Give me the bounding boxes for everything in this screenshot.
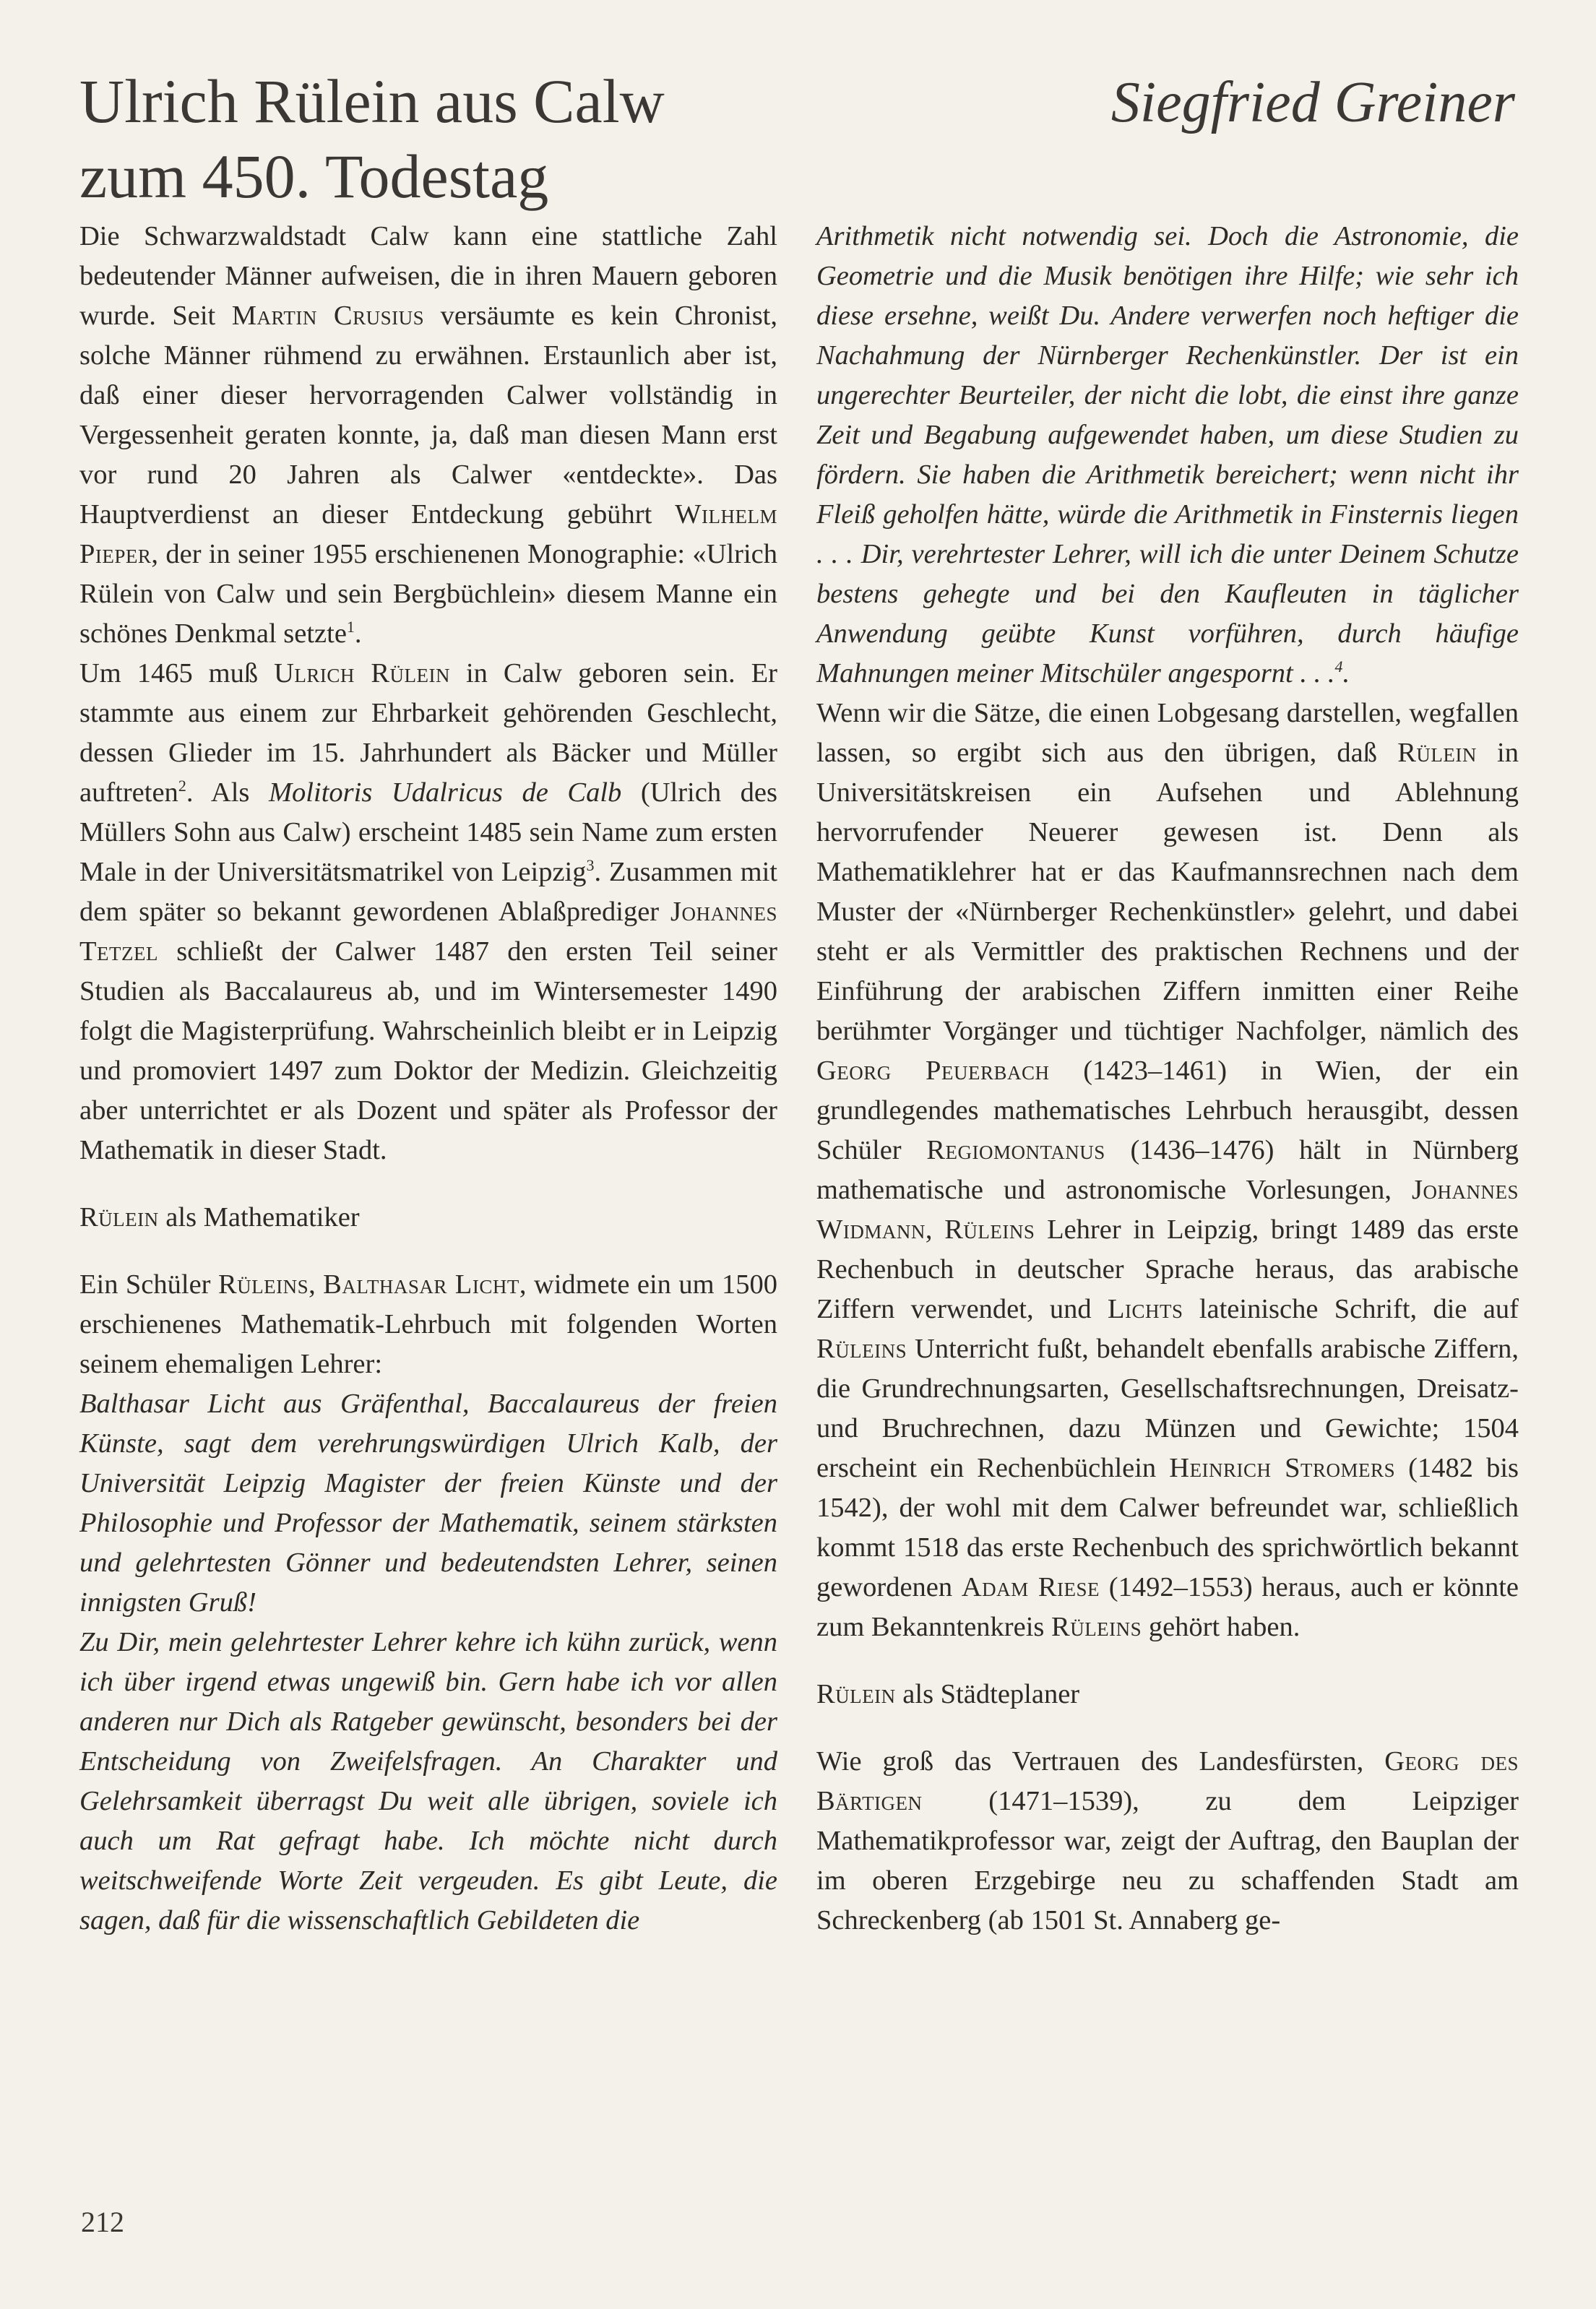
text: gehört haben. [1142,1612,1300,1642]
footnote-marker: 3 [586,856,595,875]
text: Um 1465 muß [79,658,275,689]
text: Unterricht fußt, behandelt ebenfalls arabische Ziffern, die Grundrechnungsarten, Gesellschaftsrechnungen, Dreisatz- und Bruchrechnen, dazu Münzen und Gewichte; 1504 erscheint ein Rechenbüchlein [816,1334,1519,1483]
paragraph-city-planning [816,1742,1519,1941]
text: in Calw geboren sein. Er stammte aus einem zur Ehrbarkeit gehörenden Geschlecht, dessen Glieder im 15. Jahrhundert als Bäcker und Müller auftreten [79,658,777,808]
title-line-1: Ulrich Rülein aus Calw [79,66,665,136]
text: (1492–1553) heraus, auch er könnte zum Bekanntenkreis [816,1572,1519,1642]
right-column [816,217,1519,1941]
person-name: Rüleins [217,1269,309,1300]
footnote-marker: 1 [346,618,355,636]
section-heading-staedteplaner [816,1675,1519,1714]
footnote-marker: 2 [178,777,186,795]
quote-body: Zu Dir, mein gelehrtester Lehrer kehre ich kühn zurück, wenn ich über irgend etwas ungewiß bin. Gern habe ich vor allen anderen nur Dich als Ratgeber gewünscht, besonders bei der Entscheidung von Zweifelsfragen. An Charakter und Gelehrsamkeit überragst Du weit alle übrigen, soviele ich auch um Rat gefragt habe. Ich möchte nicht durch weitschweifende Worte Zeit vergeuden. Es gibt Leute, die sagen, daß für die wissenschaftlich Gebildeten die [79,1627,777,1935]
text: schließt der Calwer 1487 den ersten Teil seiner Studien als Baccalaureus ab, und im Wintersemester 1490 folgt die Magisterprüfung. Wahrscheinlich bleibt er in Leipzig und promoviert 1497 zum Doktor der Medizin. Gleichzeitig aber unterrichtet er als Dozent und später als Professor der Mathematik in dieser Stadt. [79,936,777,1165]
person-name: Lichts [1107,1294,1183,1324]
text: (1471–1539), zu dem Leipziger Mathematikprofessor war, zeigt der Auftrag, den Bauplan der im oberen Erzgebirge neu zu schaffenden Stadt am Schreckenberg (ab 1501 St. Annaberg ge- [816,1786,1519,1935]
person-name: Martin Crusius [231,301,425,331]
text: . [1342,658,1350,689]
text: Ein Schüler [79,1269,218,1300]
section-heading-mathematiker [79,1198,777,1238]
text: , [309,1269,324,1300]
text: als Städteplaner [895,1679,1080,1709]
footnote-marker: 4 [1334,657,1343,676]
text: als Mathematiker [158,1202,360,1233]
left-column [79,217,777,1941]
person-name: Regiomontanus [926,1135,1105,1165]
text: , widmete ein um 1500 erschienenes Mathematik-Lehrbuch mit folgenden Worten seinem ehemaligen Lehrer: [79,1269,777,1379]
text: . Zusammen mit dem später so bekannt gewordenen Ablaßprediger [79,857,777,927]
text: Wenn wir die Sätze, die einen Lobgesang darstellen, wegfallen lassen, so ergibt sich aus den übrigen, daß [816,698,1519,768]
text: (1423–1461) in Wien, der ein grundlegendes mathematisches Lehrbuch herausgibt, dessen Schüler [816,1056,1519,1165]
person-name: Wilhelm Pieper [79,499,777,569]
text: (Ulrich des Müllers Sohn aus Calw) erscheint 1485 sein Name zum ersten Male in der Universitätsmatrikel von Leipzig [79,777,777,887]
person-name: Heinrich Stromers [1169,1453,1396,1483]
text: (1436–1476) hält in Nürnberg mathematische und astronomische Vorlesungen, [816,1135,1519,1205]
paragraph-dedication [79,1265,777,1384]
person-name: Rülein [79,1202,159,1233]
article-title [79,64,838,214]
person-name: Balthasar Licht [323,1269,519,1300]
person-name: Georg des Bärtigen [816,1746,1519,1816]
person-name: Georg Peuerbach [816,1056,1050,1086]
quote-continued [816,217,1519,694]
text: . Als [186,777,269,808]
person-name: Rüleins [816,1334,907,1364]
person-name: Rüleins [1051,1612,1142,1642]
person-name: Rüleins [944,1214,1035,1245]
person-name: Rülein [1397,738,1477,768]
latin-name: Molitoris Udalricus de Calb [268,777,622,808]
author-name: Siegfried Greiner [1110,71,1515,134]
text: , der in seiner 1955 erschienenen Monographie: «Ulrich Rülein von Calw und sein Bergbüchlein» diesem Manne ein schönes Denkmal setzte [79,539,777,649]
text: versäumte es kein Chronist, solche Männer rühmend zu erwähnen. Erstaunlich aber ist, daß einer dieser hervorragenden Calwer vollständig in Vergessenheit geraten konnte, ja, daß man diesen Mann erst vor rund 20 Jahren als Calwer «entdeckte». Das Hauptverdienst an dieser Entdeckung gebührt [79,301,777,530]
person-name: Ulrich Rülein [274,658,450,689]
quote-greeting: Balthasar Licht aus Gräfenthal, Baccalaureus der freien Künste, sagt dem verehrungswürdigen Ulrich Kalb, der Universität Leipzig Magister der freien Künste und der Philosophie und Professor der Mathematik, seinem stärksten und gelehrtesten Gönner und bedeutendsten Lehrer, seinen innigsten Gruß! [79,1389,777,1618]
person-name: Adam Riese [961,1572,1100,1602]
text: . [354,618,362,649]
person-name: Johannes Tetzel [79,897,777,967]
person-name: Rülein [816,1679,896,1709]
text: Die Schwarzwaldstadt Calw kann eine stattliche Zahl bedeutender Männer aufweisen, die in ihren Mauern geboren wurde. Seit [79,221,777,331]
text: Wie groß das Vertrauen des Landesfürsten, [816,1746,1385,1777]
paragraph-intro [79,217,777,654]
text: Arithmetik nicht notwendig sei. Doch die Astronomie, die Geometrie und die Musik benötigen ihre Hilfe; wie sehr ich diese ersehne, weißt Du. Andere verwerfen noch heftiger die Nachahmung der Nürnberger Rechenkünstler. Der ist ein ungerechter Beurteiler, der nicht die lobt, die einst ihre ganze Zeit und Begabung aufgewendet haben, um diese Studien zu fördern. Sie haben die Arithmetik bereichert; wenn nicht ihr Fleiß geholfen hätte, würde die Arithmetik in Finsternis liegen . . . Dir, verehrtester Lehrer, will ich die unter Deinem Schutze bestens gehegte und bei den Kaufleuten in täglicher Anwendung geübte Kunst vorführen, durch häufige Mahnungen meiner Mitschüler angespornt . . . [816,221,1519,689]
text: in Universitätskreisen ein Aufsehen und Ablehnung hervorrufender Neuerer gewesen ist. Denn als Mathematiklehrer hat er das Kaufmannsrechnen nach dem Muster der «Nürnberger Rechenkünstler» gelehrt, und dabei steht er als Vermittler des praktischen Rechnens und der Einführung der arabischen Ziffern inmitten einer Reihe berühmter Vorgänger und tüchtiger Nachfolger, nämlich des [816,738,1519,1046]
person-name: Johannes Widmann [816,1175,1519,1245]
text: (1482 bis 1542), der wohl mit dem Calwer befreundet war, schließlich kommt 1518 das erste Rechenbuch des sprichwörtlich bekannt gewordenen [816,1453,1519,1602]
paragraph-biography [79,654,777,1170]
paragraph-context [816,694,1519,1647]
page-number: 212 [81,2206,124,2238]
title-line-2: zum 450. Todestag [79,142,549,211]
text: lateinische Schrift, die auf [1183,1294,1519,1324]
text: , [925,1214,945,1245]
text: Lehrer in Leipzig, bringt 1489 das erste Rechenbuch in deutscher Sprache heraus, das arabische Ziffern verwendet, und [816,1214,1519,1324]
